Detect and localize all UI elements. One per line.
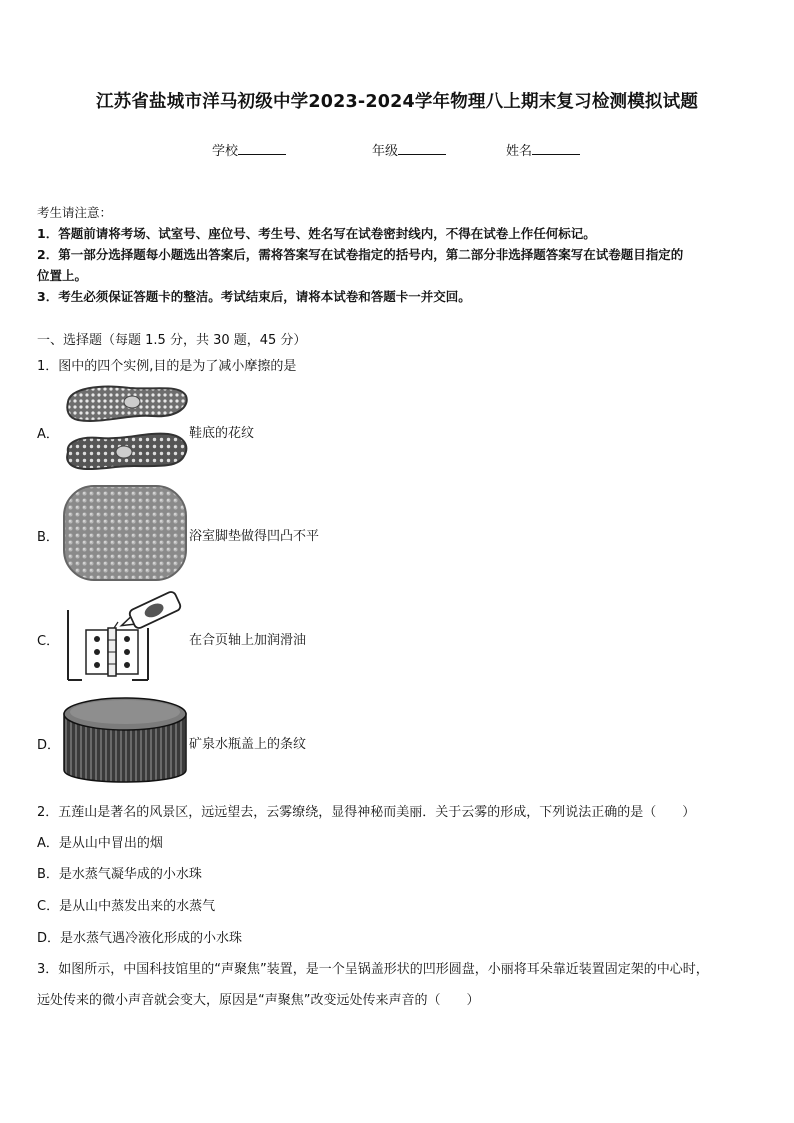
q1-stem: 1．图中的四个实例,目的是为了减小摩擦的是 [37, 359, 297, 374]
q1-option-c-caption: 在合页轴上加润滑油 [189, 633, 307, 648]
notice-heading: 考生请注意： [37, 205, 113, 220]
notice-item-1: 1．答题前请将考场、试室号、座位号、考生号、姓名写在试卷密封线内，不得在试卷上作任何标记。 [37, 226, 596, 241]
q2-option-b[interactable]: B．是水蒸气凝华成的小水珠 [37, 867, 202, 882]
q2-option-d[interactable]: D．是水蒸气遇冷液化形成的小水珠 [37, 931, 243, 946]
notice-item-2: 2．第一部分选择题每小题选出答案后，需将答案写在试卷指定的括号内，第二部分非选择题答案写在试卷题目指定的 [37, 247, 684, 262]
q1-option-a-caption: 鞋底的花纹 [189, 426, 255, 441]
grade-field[interactable] [372, 140, 446, 159]
name-field[interactable] [506, 140, 580, 159]
school-label: 学校 [212, 144, 239, 159]
bath-mat-image [60, 483, 190, 583]
q3-stem-line1: 3．如图所示，中国科技馆里的“声聚焦”装置，是一个呈锅盖形状的凹形圆盘，小丽将耳朵靠近装置固定架的中心时， [37, 962, 709, 977]
q1-option-b-caption: 浴室脚垫做得凹凸不平 [189, 529, 320, 544]
page-title: 江苏省盐城市洋马初级中学2023-2024学年物理八上期末复习检测模拟试题 [95, 92, 699, 112]
school-blank[interactable] [238, 142, 286, 155]
name-blank[interactable] [532, 142, 580, 155]
notice-item-3: 3．考生必须保证答题卡的整洁。考试结束后，请将本试卷和答题卡一并交回。 [37, 289, 471, 304]
hinge-oil-image [60, 588, 190, 688]
shoe-sole-image [60, 380, 190, 480]
q2-option-c[interactable]: C．是从山中蒸发出来的水蒸气 [37, 899, 216, 914]
q1-option-d-caption: 矿泉水瓶盖上的条纹 [189, 737, 307, 752]
bottle-cap-image [60, 692, 190, 792]
q3-stem-line2: 远处传来的微小声音就会变大，原因是“声聚焦”改变远处传来声音的（ ） [37, 993, 480, 1008]
section-heading: 一、选择题（每题 1.5 分，共 30 题，45 分） [37, 333, 307, 348]
q2-stem: 2．五莲山是著名的风景区，远远望去，云雾缭绕，显得神秘而美丽．关于云雾的形成，下列说法正确的是（ ） [37, 805, 696, 820]
notice-item-2-cont: 位置上。 [37, 268, 88, 283]
grade-blank[interactable] [398, 142, 446, 155]
q2-option-a[interactable]: A．是从山中冒出的烟 [37, 836, 163, 851]
q1-option-b-letter[interactable]: B． [37, 530, 59, 545]
q1-option-d-letter[interactable]: D． [37, 738, 61, 753]
school-field[interactable] [212, 140, 286, 159]
q1-option-a-letter[interactable]: A． [37, 427, 59, 442]
grade-label: 年级 [372, 144, 399, 159]
name-label: 姓名 [506, 144, 533, 159]
q1-option-c-letter[interactable]: C． [37, 634, 60, 649]
